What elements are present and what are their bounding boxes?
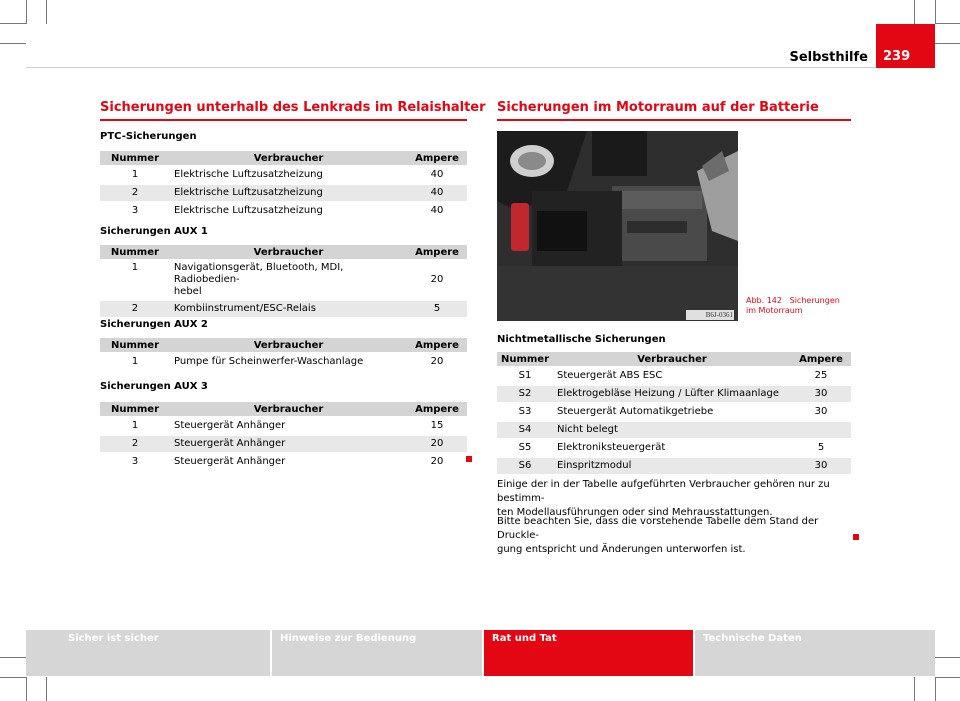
cell-consumer: Elektrische Luftzusatzheizung <box>170 185 407 201</box>
col-header-ampere: Ampere <box>407 338 467 352</box>
table-header-row <box>100 402 467 416</box>
crop-mark <box>935 677 936 701</box>
page-number: 239 <box>876 24 935 68</box>
cell-ampere: 5 <box>407 301 467 317</box>
fuse-table-ptc <box>100 149 467 221</box>
cell-number: S1 <box>518 370 532 381</box>
footer-tab-operation[interactable]: Hinweise zur Bedienung <box>272 630 482 676</box>
table-header-row <box>497 352 851 366</box>
cell-ampere: 30 <box>791 386 851 402</box>
paragraph-note-1: Einige der in der Tabelle aufgeführten Verbraucher gehören nur zu bestimm- ten Modellausführungen oder sind Mehrausstattungen. <box>497 479 830 518</box>
col-header-number: Nummer <box>100 402 170 416</box>
table-row <box>100 436 467 452</box>
col-header-consumer: Verbraucher <box>170 338 407 352</box>
table-row <box>100 454 467 470</box>
cell-number: 3 <box>131 456 139 467</box>
cell-number: 2 <box>100 185 170 201</box>
table-row <box>100 203 467 219</box>
cell-ampere: 40 <box>430 169 444 180</box>
table-row <box>497 440 851 456</box>
cell-ampere: 5 <box>817 442 825 453</box>
crop-mark <box>26 677 27 701</box>
table-row <box>100 301 467 317</box>
cell-consumer: Nicht belegt <box>553 422 791 438</box>
left-section-rule <box>100 119 467 121</box>
col-header-number: Nummer <box>497 352 553 366</box>
crop-mark <box>935 677 960 678</box>
cell-number: S4 <box>497 422 553 438</box>
footer-tab-safety[interactable]: Sicher ist sicher <box>26 630 270 676</box>
group-label-aux2: Sicherungen AUX 2 <box>100 319 208 330</box>
engine-bay-photo <box>497 131 738 321</box>
crop-mark <box>0 43 26 44</box>
table-row <box>497 368 851 384</box>
crop-mark <box>0 23 26 24</box>
cell-number: S5 <box>518 442 532 453</box>
footer-tab-help[interactable]: Rat und Tat <box>484 630 693 676</box>
table-row <box>100 185 467 201</box>
col-header-consumer: Verbraucher <box>553 352 791 366</box>
cell-consumer: Einspritzmodul <box>553 458 791 474</box>
cell-number: 1 <box>131 356 139 367</box>
col-header-ampere: Ampere <box>407 245 467 259</box>
table-row <box>100 354 467 370</box>
col-header-ampere: Ampere <box>407 402 467 416</box>
col-header-number: Nummer <box>100 151 170 165</box>
cell-consumer: Steuergerät Automatikgetriebe <box>557 406 714 417</box>
col-header-ampere: Ampere <box>407 151 467 165</box>
footer-tab-technical[interactable]: Technische Daten <box>695 630 935 676</box>
fuse-table-aux1 <box>100 243 467 319</box>
cell-number: S3 <box>518 406 532 417</box>
right-section-rule <box>497 119 851 121</box>
left-section-title: Sicherungen unterhalb des Lenkrads im Relaishalter <box>100 100 486 115</box>
cell-ampere: 20 <box>430 356 444 367</box>
cell-number: 3 <box>131 205 139 216</box>
cell-consumer: Steuergerät Anhänger <box>174 456 286 467</box>
figure-caption <box>746 296 840 316</box>
cell-ampere: 30 <box>814 406 828 417</box>
crop-mark <box>0 677 26 678</box>
cell-consumer: Pumpe für Scheinwerfer-Waschanlage <box>174 356 364 367</box>
crop-mark <box>935 0 936 24</box>
right-section-title: Sicherungen im Motorraum auf der Batterie <box>497 100 819 115</box>
figure-number: Abb. 142 <box>746 296 782 305</box>
table-header-row <box>100 338 467 352</box>
cell-consumer: Kombiinstrument/ESC-Relais <box>170 301 407 317</box>
cell-consumer: Steuergerät Anhänger <box>174 420 286 431</box>
cell-consumer: Elektrogebläse Heizung / Lüfter Klimaanlage <box>553 386 791 402</box>
table-row <box>100 418 467 434</box>
cell-ampere: 20 <box>430 456 444 467</box>
crop-mark <box>0 657 26 658</box>
col-header-consumer: Verbraucher <box>170 402 407 416</box>
table-row <box>497 458 851 474</box>
cell-ampere: 20 <box>407 436 467 452</box>
group-label-aux1: Sicherungen AUX 1 <box>100 226 208 237</box>
crop-mark <box>46 0 47 24</box>
table-row <box>497 404 851 420</box>
table-row <box>100 167 467 183</box>
cell-number: 1 <box>131 169 139 180</box>
cell-consumer: Elektrische Luftzusatzheizung <box>174 205 323 216</box>
crop-mark <box>46 677 47 701</box>
chapter-title: Selbsthilfe <box>789 50 868 65</box>
cell-number: S6 <box>497 458 553 474</box>
figure-code: B6J-0361 <box>705 311 733 319</box>
crop-mark <box>935 43 960 44</box>
cell-ampere: 40 <box>430 205 444 216</box>
fuse-table-aux3 <box>100 400 467 472</box>
crop-mark <box>935 23 960 24</box>
end-marker <box>466 456 472 462</box>
cell-number: S2 <box>497 386 553 402</box>
col-header-ampere: Ampere <box>791 352 851 366</box>
crop-mark <box>914 677 915 701</box>
crop-mark <box>935 657 960 658</box>
table-header-row <box>100 151 467 165</box>
table-row <box>497 422 851 438</box>
cell-consumer: Elektrische Luftzusatzheizung <box>174 169 323 180</box>
cell-consumer: Elektroniksteuergerät <box>557 442 666 453</box>
cell-ampere: 25 <box>814 370 828 381</box>
cell-consumer: Navigationsgerät, Bluetooth, MDI, Radiobedien- hebel <box>173 262 344 297</box>
fuse-table-engine <box>497 350 851 476</box>
paragraph-note-2: Bitte beachten Sie, dass die vorstehende Tabelle dem Stand der Druckle- gung entspricht und Änderungen unterworfen ist. <box>497 516 819 555</box>
cell-ampere: 40 <box>407 185 467 201</box>
cell-ampere: 20 <box>430 274 444 285</box>
col-header-consumer: Verbraucher <box>170 245 407 259</box>
cell-consumer: Steuergerät ABS ESC <box>557 370 663 381</box>
cell-number: 2 <box>100 436 170 452</box>
group-label-aux3: Sicherungen AUX 3 <box>100 381 208 392</box>
group-label-ptc: PTC-Sicherungen <box>100 131 197 142</box>
col-header-consumer: Verbraucher <box>170 151 407 165</box>
cell-ampere: 30 <box>791 458 851 474</box>
cell-ampere: 15 <box>430 420 444 431</box>
end-marker <box>853 534 859 540</box>
table-header-row <box>100 245 467 259</box>
engine-bay-illustration <box>497 131 738 321</box>
col-header-number: Nummer <box>100 338 170 352</box>
cell-consumer: Steuergerät Anhänger <box>170 436 407 452</box>
col-header-number: Nummer <box>100 245 170 259</box>
crop-mark <box>26 0 27 24</box>
header-rule <box>26 67 935 68</box>
cell-ampere <box>791 422 851 438</box>
non-metal-fuses-label: Nichtmetallische Sicherungen <box>497 334 666 345</box>
cell-number: 1 <box>131 420 139 431</box>
table-row <box>497 386 851 402</box>
cell-number: 1 <box>131 262 139 273</box>
figure-caption-text: Sicherungen im Motorraum <box>746 296 840 315</box>
cell-number: 2 <box>100 301 170 317</box>
crop-mark <box>914 0 915 24</box>
fuse-table-aux2 <box>100 336 467 372</box>
table-row <box>100 261 467 299</box>
